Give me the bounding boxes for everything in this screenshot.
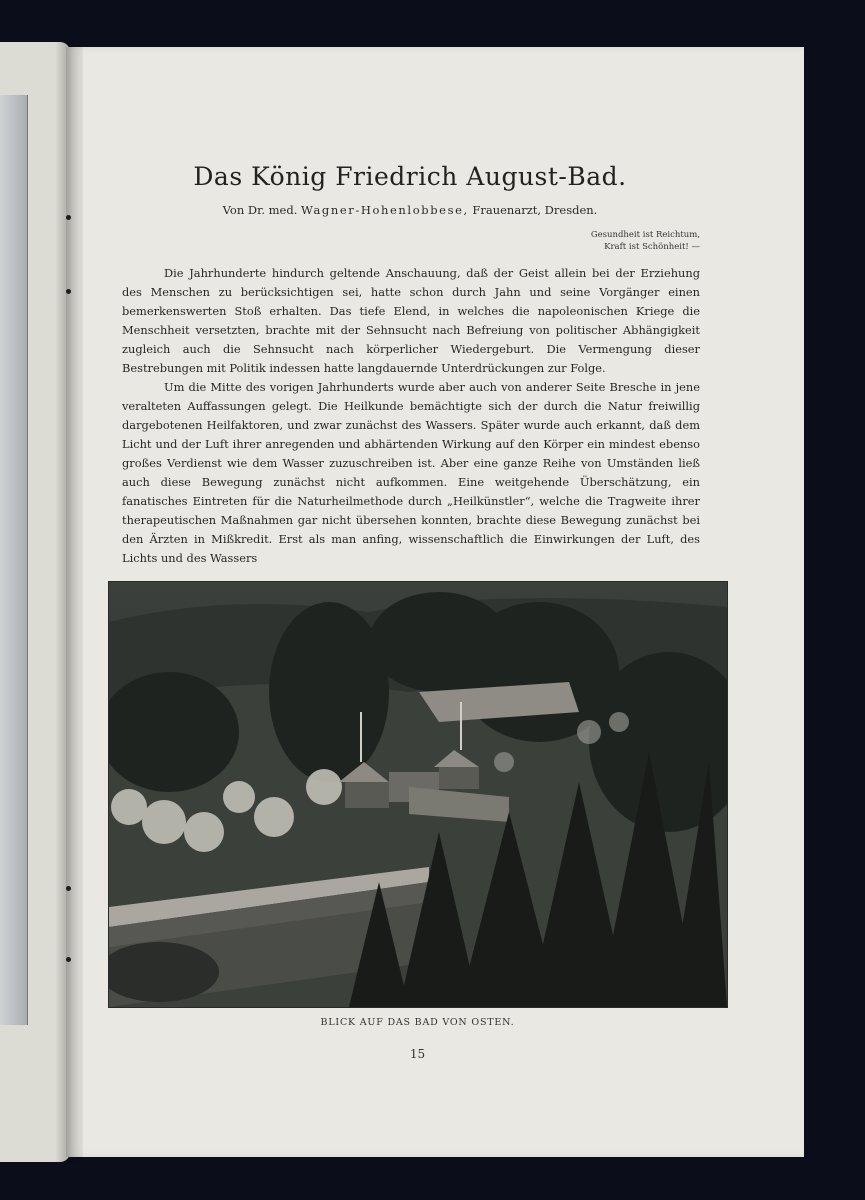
facing-page-photo [0, 95, 28, 1025]
binding-hole [66, 886, 71, 891]
author-suffix: Frauenarzt, Dresden. [472, 203, 598, 217]
article-title: Das König Friedrich August-Bad. [193, 162, 627, 191]
photo-caption: BLICK AUF DAS BAD VON OSTEN. [320, 1017, 515, 1028]
motto [520, 229, 700, 253]
paragraph: Die Jahrhunderte hindurch geltende Anschauung, daß der Geist allein bei der Erziehung des Menschen zu berücksichtigen sei, hatte schon durch Jahn und seine Vorgänger einen bemerkenswerten Stoß erhalten. Das tiefe Elend, in welches die napoleonischen Kriege die Menschheit versetzten, brachte mit der Sehnsucht nach Befreiung von politischer Abhängigkeit zugleich auch die Sehnsucht nach körperlicher Wiedergeburt. Die Vermengung dieser Bestrebungen mit Politik indessen hatte langdauernde Unterdrückungen zur Folge. [122, 266, 700, 375]
author-name: Wagner-Hohenlobbese, [301, 203, 469, 217]
binding-hole [66, 957, 71, 962]
author-prefix: Von Dr. med. [222, 203, 298, 217]
motto-line: Gesundheit ist Reichtum, [590, 230, 700, 240]
motto-line: Kraft ist Schönheit! — [604, 242, 700, 252]
bath-photo [108, 581, 728, 1008]
paragraph: Um die Mitte des vorigen Jahrhunderts wurde aber auch von anderer Seite Bresche in jene veralteten Auffassungen gelegt. Die Heilkunde bemächtigte sich der durch die Natur freiwillig dargebotenen Heilfaktoren, und zwar zunächst des Wassers. Später wurde auch erkannt, daß dem Licht und der Luft ihrer anregenden und abhärtenden Wirkung auf den Körper ein mindest ebenso großes Verdienst wie dem Wasser zuzuschreiben ist. Aber eine ganze Reihe von Umständen ließ auch diese Bewegung zunächst nicht aufkommen. Eine weitgehende Überschätzung, ein fanatisches Eintreten für die Naturheilmethode durch „Heilkünstler“, welche die Tragweite ihrer therapeutischen Maßnahmen gar nicht übersehen konnten, brachte diese Bewegung zunächst bei den Ärzten in Mißkredit. Erst als man anfing, wissenschaftlich die Einwirkungen der Luft, des Lichts und des Wassers [122, 380, 700, 565]
binding-hole [66, 289, 71, 294]
page-number: 15 [409, 1047, 426, 1061]
article-author [0, 203, 820, 217]
article-body [122, 264, 700, 568]
